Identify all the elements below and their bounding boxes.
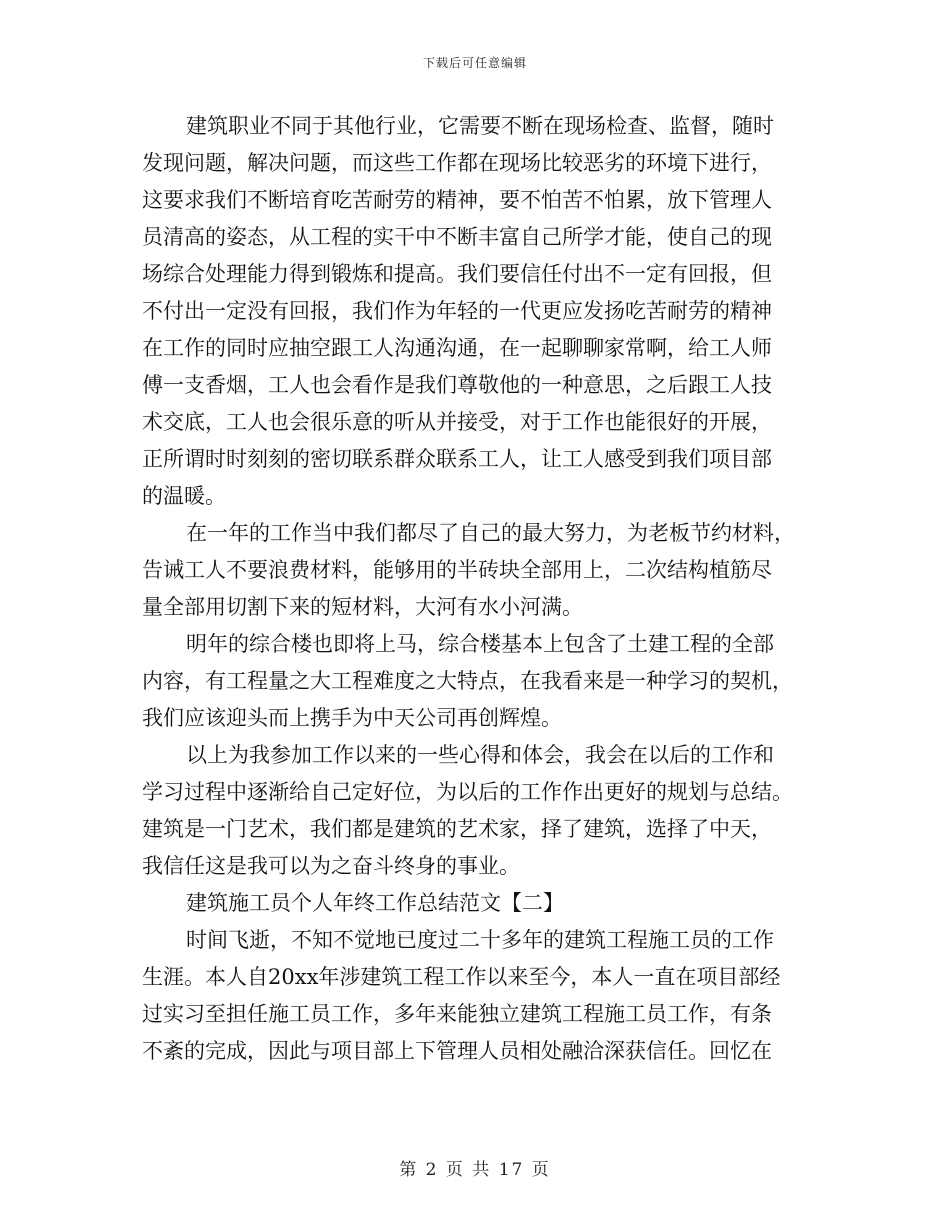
text-line: 内容，有工程量之大工程难度之大特点，在我看来是一种学习的契机， bbox=[142, 669, 793, 693]
text-line: 场综合处理能力得到锻炼和提高。我们要信任付出不一定有回报，但 bbox=[142, 262, 772, 286]
text-line: 员清高的姿态，从工程的实干中不断丰富自己所学才能，使自己的现 bbox=[142, 225, 772, 249]
text-line: 傅一支香烟，工人也会看作是我们尊敬他的一种意思，之后跟工人技 bbox=[142, 373, 772, 397]
text-line: 不紊的完成，因此与项目部上下管理人员相处融洽深获信任。回忆在 bbox=[142, 1039, 772, 1063]
text-line: 发现问题，解决问题，而这些工作都在现场比较恶劣的环境下进行， bbox=[142, 151, 772, 175]
text-line: 明年的综合楼也即将上马，综合楼基本上包含了土建工程的全部 bbox=[186, 632, 774, 656]
text-line: 不付出一定没有回报，我们作为年轻的一代更应发扬吃苦耐劳的精神 bbox=[142, 299, 772, 323]
text-line: 时间飞逝，不知不觉地已度过二十多年的建筑工程施工员的工作 bbox=[186, 928, 774, 952]
text-line: 建筑职业不同于其他行业，它需要不断在现场检查、监督，随时 bbox=[186, 114, 774, 138]
text-line: 以上为我参加工作以来的一些心得和体会，我会在以后的工作和 bbox=[186, 743, 774, 767]
page-footer: 第 2 页 共 17 页 bbox=[399, 1160, 551, 1180]
text-line: 学习过程中逐渐给自己定好位，为以后的工作作出更好的规划与总结。 bbox=[142, 780, 793, 804]
text-line: 我信任这是我可以为之奋斗终身的事业。 bbox=[142, 854, 520, 878]
text-line: 的温暖。 bbox=[142, 484, 226, 508]
text-line: 建筑是一门艺术，我们都是建筑的艺术家，择了建筑，选择了中天， bbox=[142, 817, 772, 841]
text-line: 我们应该迎头而上携手为中天公司再创辉煌。 bbox=[142, 706, 562, 730]
text-line: 量全部用切割下来的短材料，大河有水小河满。 bbox=[142, 595, 583, 619]
text-line: 这要求我们不断培育吃苦耐劳的精神，要不怕苦不怕累，放下管理人 bbox=[142, 188, 772, 212]
text-line: 告诫工人不要浪费材料，能够用的半砖块全部用上，二次结构植筋尽 bbox=[142, 558, 772, 582]
document-body bbox=[142, 108, 812, 1070]
text-line: 在一年的工作当中我们都尽了自己的最大努力，为老板节约材料， bbox=[186, 521, 795, 545]
text-line: 建筑施工员个人年终工作总结范文【二】 bbox=[186, 891, 564, 915]
text-line: 术交底，工人也会很乐意的听从并接受，对于工作也能很好的开展， bbox=[142, 410, 772, 434]
text-line: 在工作的同时应抽空跟工人沟通沟通，在一起聊聊家常啊，给工人师 bbox=[142, 336, 772, 360]
text-line: 生涯。本人自20xx年涉建筑工程工作以来至今，本人一直在项目部经 bbox=[142, 965, 781, 989]
text-line: 正所谓时时刻刻的密切联系群众联系工人，让工人感受到我们项目部 bbox=[142, 447, 772, 471]
page-header: 下载后可任意编辑 bbox=[422, 56, 527, 70]
text-line: 过实习至担任施工员工作，多年来能独立建筑工程施工员工作，有条 bbox=[142, 1002, 772, 1026]
